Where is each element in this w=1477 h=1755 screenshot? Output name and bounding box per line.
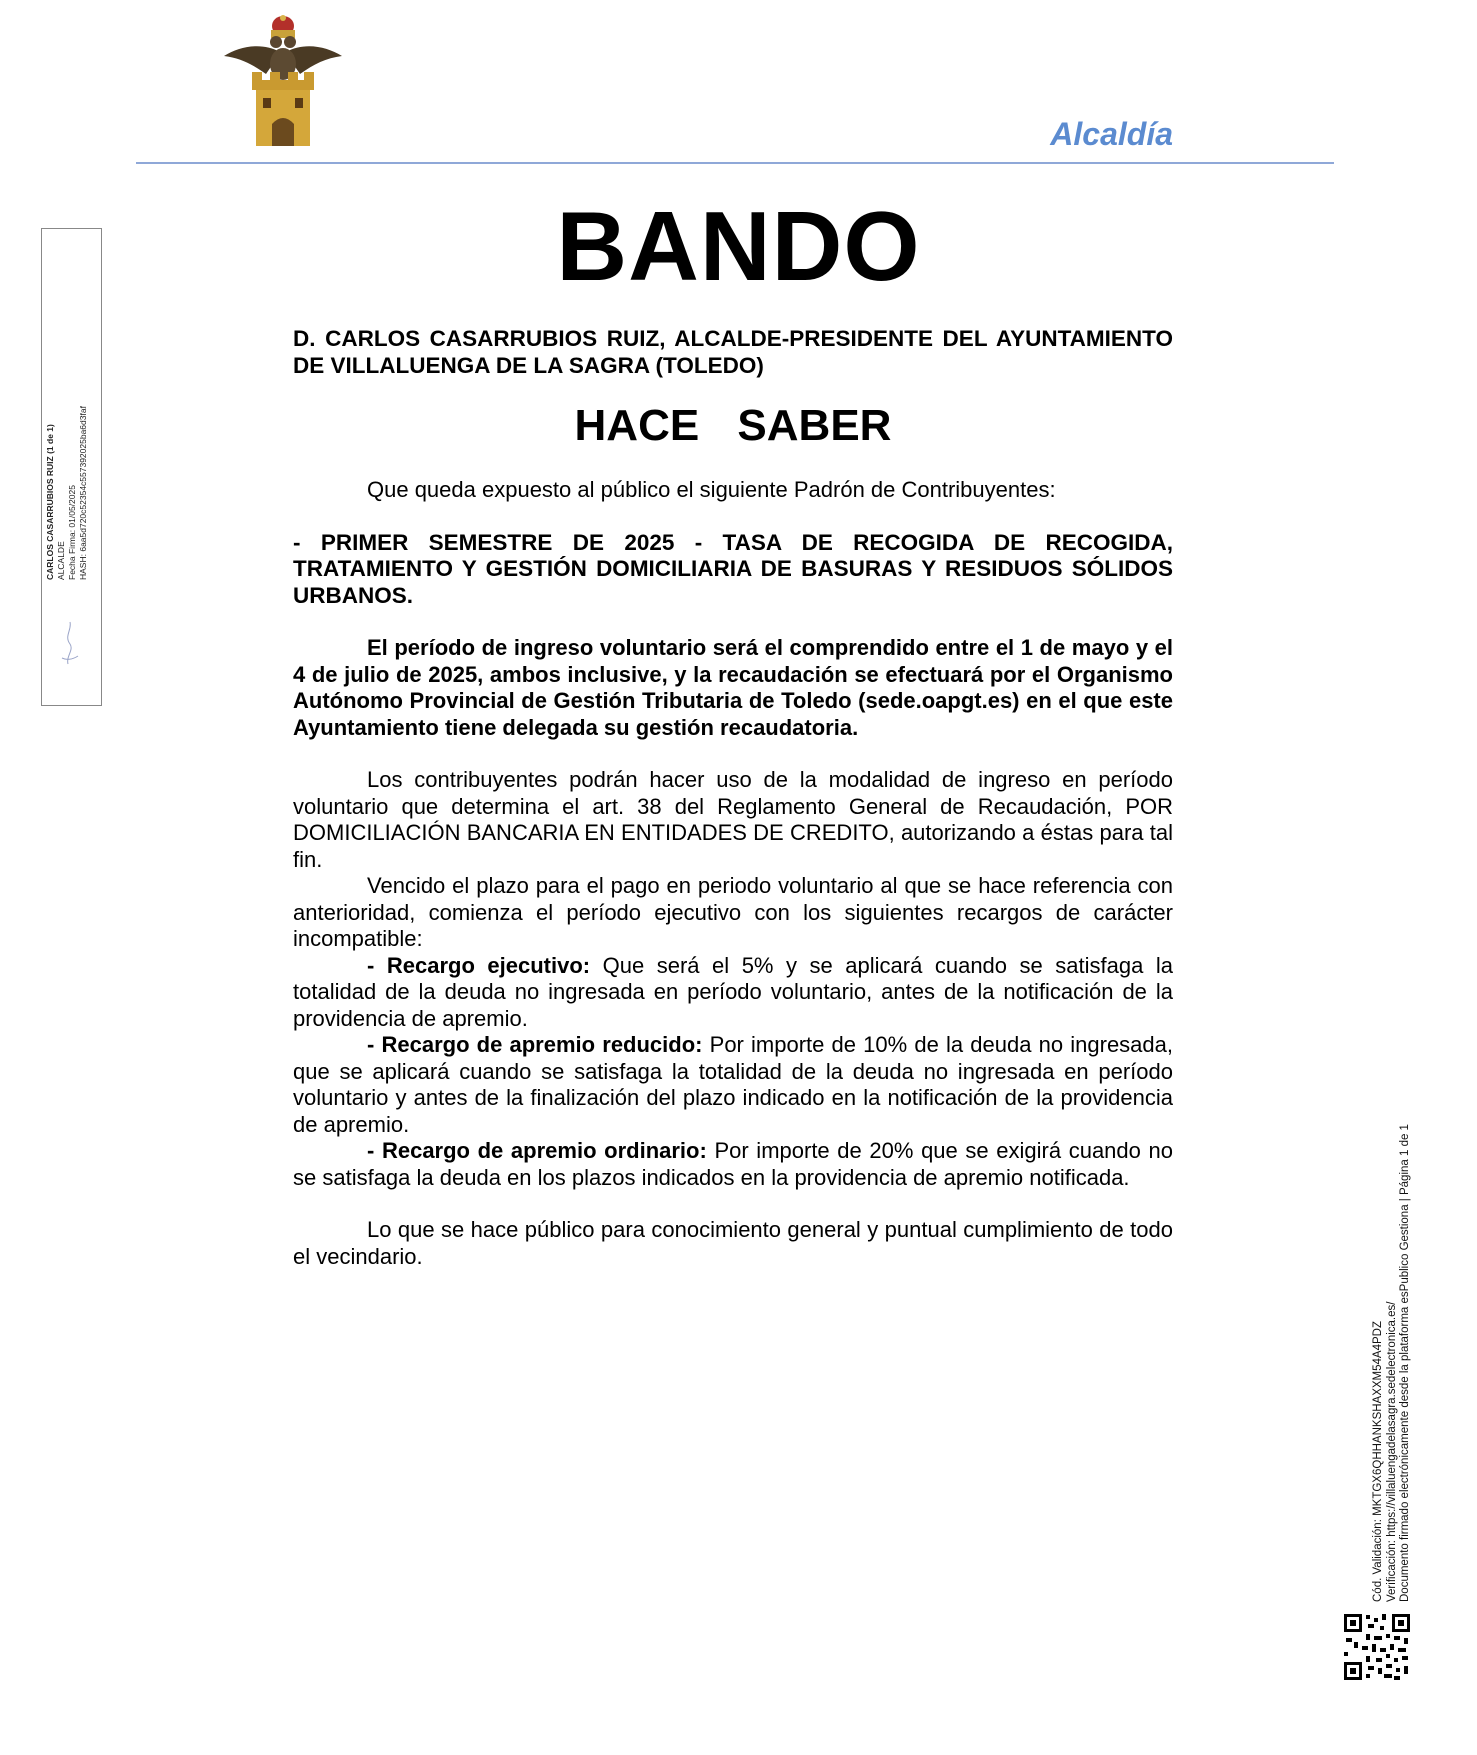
department-label: Alcaldía [1050,116,1173,152]
recargo-apremio-ordinario [293,1138,1173,1191]
signature-date: Fecha Firma: 01/05/2025 [67,485,77,580]
qr-code-icon[interactable] [1342,1612,1412,1682]
signer-name: CARLOS CASARRUBIOS RUIZ (1 de 1) [45,424,55,580]
recargo-label: - Recargo de apremio reducido: [367,1032,703,1057]
recargo-ejecutivo [293,953,1173,1033]
domiciliacion-paragraph: Los contribuyentes podrán hacer uso de la modalidad de ingreso en período voluntario que determina el art. 38 del Reglamento General de Recaudación, POR DOMICILIACIÓN BANCARIA EN ENTIDADES DE CREDITO, autorizando a éstas para tal fin. [293,767,1173,872]
recargo-apremio-reducido [293,1032,1173,1138]
municipal-crest-icon [222,12,344,150]
signature-hash: HASH: 6aa5d720c52354c557392025ba6d3faf [78,406,88,580]
closing-paragraph: Lo que se hace público para conocimiento general y puntual cumplimiento de todo el vecindario. [293,1217,1173,1269]
platform-note: Documento firmado electrónicamente desde la plataforma esPublico Gestiona | Página 1 de 1 [1399,1124,1411,1602]
recargo-label: - Recargo de apremio ordinario: [367,1138,707,1163]
issuer-heading: D. CARLOS CASARRUBIOS RUIZ, ALCALDE-PRESIDENTE DEL AYUNTAMIENTO DE VILLALUENGA DE LA SAGRA (TOLEDO) [293,326,1173,378]
handwritten-signature-icon [58,620,82,668]
proclamation-heading: HACE SABER [574,401,892,450]
verification-details [1372,1082,1413,1602]
recargo-text: Por importe de 20% que se exigirá cuando no se satisfaga la deuda en los plazos indicados en la providencia de apremio notificada. [293,1138,1173,1190]
signature-details [45,110,89,580]
verification-url[interactable]: Verificación: https://villaluengadelasagra.sedelectronica.es/ [1385,1301,1398,1602]
recargo-text: Por importe de 10% de la deuda no ingresada, que se aplicará cuando se satisfaga la totalidad de la deuda no ingresada en período voluntario y antes de la finalización del plazo indicado en la notificación de la providencia de apremio. [293,1032,1173,1137]
validation-code: Cód. Validación: MKTGX6QHHANKSHAXXM54A4PDZ [1372,1321,1384,1602]
periodo-paragraph: El período de ingreso voluntario será el comprendido entre el 1 de mayo y el 4 de julio de 2025, ambos inclusive, y la recaudación se efectuará por el Organismo Autónomo Provincial de Gestión Tributaria de Toledo (sede.oapgt.es) en el que este Ayuntamiento tiene delegada su gestión recaudatoria. [293,635,1173,740]
padron-item: - PRIMER SEMESTRE DE 2025 - TASA DE RECOGIDA DE RECOGIDA, TRATAMIENTO Y GESTIÓN DOMICILIARIA DE BASURAS Y RESIDUOS SÓLIDOS URBANOS. [293,529,1173,608]
document-body [293,326,1173,1270]
signer-role: ALCALDE [56,541,66,580]
document-title: BANDO [556,191,921,301]
header-divider [136,162,1334,164]
recargo-label: - Recargo ejecutivo: [367,952,591,978]
vencido-paragraph: Vencido el plazo para el pago en periodo voluntario al que se hace referencia con anterioridad, comienza el período ejecutivo con los siguientes recargos de carácter incompatible: [293,873,1173,951]
intro-paragraph: Que queda expuesto al público el siguiente Padrón de Contribuyentes: [367,477,1056,502]
recargo-text: Que será el 5% y se aplicará cuando se satisfaga la totalidad de la deuda no ingresada en período voluntario, antes de la notificación de la providencia de apremio. [293,952,1174,1031]
